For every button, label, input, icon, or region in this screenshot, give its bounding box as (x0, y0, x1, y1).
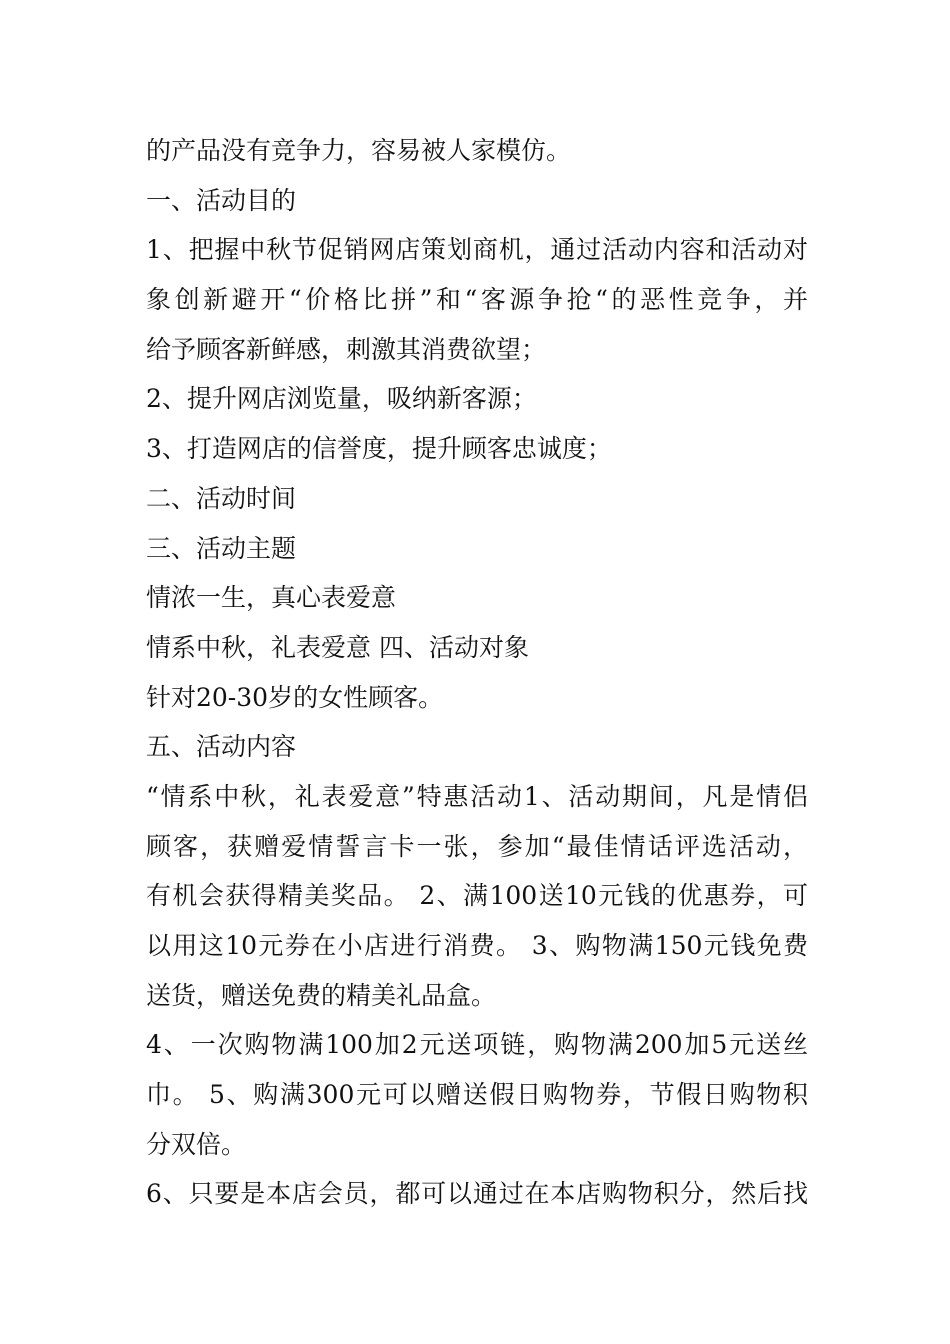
text-line: 6、只要是本店会员，都可以通过在本店购物积分，然后找 (146, 1179, 808, 1209)
section-heading-content: 五、活动内容 (146, 732, 297, 762)
document-body (146, 126, 808, 1219)
text-line: 有机会获得精美奖品。 2、满100送10元钱的优惠券，可 (146, 881, 808, 911)
text-line: 针对20-30岁的女性顾客。 (146, 682, 444, 712)
text-line: 分双倍。 (146, 1129, 247, 1159)
text-line: 的产品没有竞争力，容易被人家模仿。 (146, 136, 572, 165)
text-line: 给予顾客新鲜感，刺激其消费欲望； (146, 334, 547, 364)
text-line: 4、一次购物满100加2元送项链，购物满200加5元送丝 (146, 1030, 808, 1060)
text-line: 送货，赠送免费的精美礼品盒。 (146, 980, 497, 1010)
section-heading-time: 二、活动时间 (146, 483, 297, 513)
section-heading-purpose: 一、活动目的 (146, 185, 297, 215)
text-line: 2、提升网店浏览量，吸纳新客源； (146, 384, 537, 414)
text-line: 1、把握中秋节促销网店策划商机，通过活动内容和活动对 (146, 235, 808, 265)
text-line: 以用这10元券在小店进行消费。 3、购物满150元钱免费 (146, 931, 808, 960)
text-line: 象创新避开“价格比拼”和“客源争抢“的恶性竞争，并 (146, 285, 808, 315)
section-heading-theme: 三、活动主题 (146, 533, 297, 563)
text-line: “情系中秋，礼表爱意”特惠活动1、活动期间，凡是情侣 (146, 781, 808, 811)
text-line: 顾客，获赠爱情誓言卡一张，参加“最佳情话评选活动， (146, 831, 808, 861)
text-line: 3、打造网店的信誉度，提升顾客忠诚度； (146, 434, 612, 464)
text-line: 情浓一生，真心表爱意 (146, 583, 397, 613)
text-line: 情系中秋，礼表爱意 四、活动对象 (146, 632, 529, 662)
text-line: 巾。 5、购满300元可以赠送假日购物券，节假日购物积 (146, 1080, 808, 1110)
